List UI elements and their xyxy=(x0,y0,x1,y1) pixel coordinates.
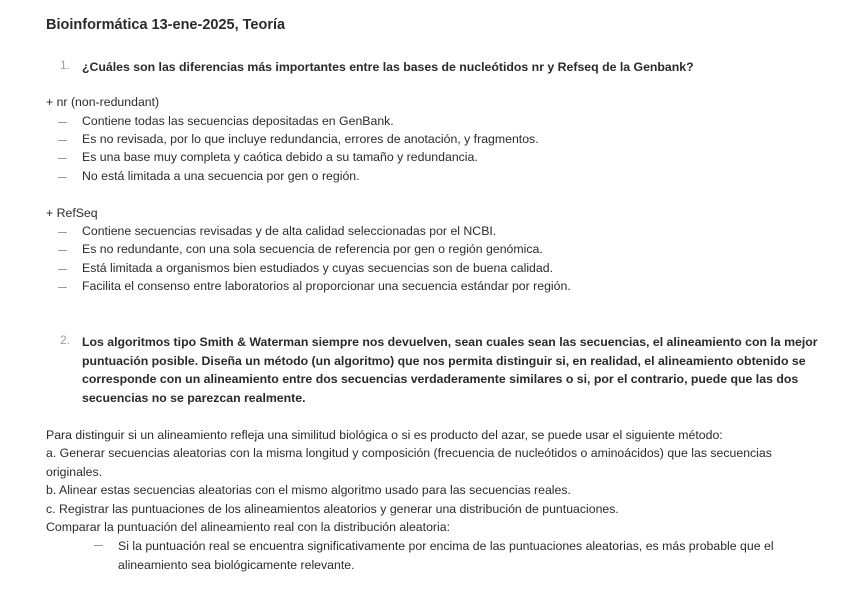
refseq-list-item-text: Es no redundante, con una sola secuencia de referencia por gen o región genómica. xyxy=(82,242,543,256)
answer-2-sub-item-text: Si la puntuación real se encuentra significativamente por encima de las puntuaciones aleatorias, es más probable que el alineamiento sea biológicamente relevante. xyxy=(118,539,774,572)
answer-2-step-b: b. Alinear estas secuencias aleatorias con el mismo algoritmo usado para las secuencias reales. xyxy=(46,483,571,497)
dash-bullet-icon xyxy=(58,140,67,141)
nr-list-item-text: Es no revisada, por lo que incluye redundancia, errores de anotación, y fragmentos. xyxy=(82,132,539,146)
refseq-heading: + RefSeq xyxy=(46,206,98,220)
refseq-list-item-text: Contiene secuencias revisadas y de alta calidad seleccionadas por el NCBI. xyxy=(82,224,497,238)
dash-bullet-icon xyxy=(58,232,67,233)
dash-bullet-icon xyxy=(94,545,103,546)
nr-list-item xyxy=(46,132,836,150)
nr-list-item-text: Contiene todas las secuencias depositadas en GenBank. xyxy=(82,114,394,128)
dash-bullet-icon xyxy=(58,250,67,251)
refseq-list-item xyxy=(46,242,836,260)
answer-2-intro: Para distinguir si un alineamiento refleja una similitud biológica o si es producto del azar, se puede usar el siguiente método: xyxy=(46,428,723,442)
dash-bullet-icon xyxy=(58,177,67,178)
dash-bullet-icon xyxy=(58,158,67,159)
nr-list-item xyxy=(46,114,836,132)
refseq-list-item xyxy=(46,224,836,242)
dash-bullet-icon xyxy=(58,122,67,123)
answer-2-step-a: a. Generar secuencias aleatorias con la misma longitud y composición (frecuencia de nucleótidos o aminoácidos) que las secuencias originales. xyxy=(46,446,772,479)
nr-list-item-text: Es una base muy completa y caótica debido a su tamaño y redundancia. xyxy=(82,150,478,164)
answer-2-compare: Comparar la puntuación del alineamiento real con la distribución aleatoria: xyxy=(46,520,450,534)
dash-bullet-icon xyxy=(58,287,67,288)
question-1-number: 1. xyxy=(60,58,71,72)
question-2-text: Los algoritmos tipo Smith & Waterman siempre nos devuelven, sean cuales sean las secuencias, el alineamiento con la mejor puntuación posible. Diseña un método (un algoritmo) que nos permita distinguir si, en realidad, el alineamiento obtenido se corresponde con un alineamiento entre dos secuencias verdaderamente similares o si, por el contrario, puede que las dos secuencias no se parezcan realmente. xyxy=(82,335,818,405)
document-title: Bioinformática 13-ene-2025, Teoría xyxy=(46,17,286,33)
refseq-list-item xyxy=(46,279,836,297)
refseq-list-item-text: Facilita el consenso entre laboratorios al proporcionar una secuencia estándar por región. xyxy=(82,279,571,293)
refseq-list-item-text: Está limitada a organismos bien estudiados y cuyas secuencias son de buena calidad. xyxy=(82,261,553,275)
answer-2-step-c: c. Registrar las puntuaciones de los alineamientos aleatorios y generar una distribución de puntuaciones. xyxy=(46,502,619,516)
dash-bullet-icon xyxy=(58,269,67,270)
nr-heading: + nr (non-redundant) xyxy=(46,95,160,109)
question-1-text: ¿Cuáles son las diferencias más importantes entre las bases de nucleótidos nr y Refseq de la Genbank? xyxy=(82,60,694,74)
nr-list-item xyxy=(46,169,836,187)
refseq-list-item xyxy=(46,261,836,279)
nr-list-item-text: No está limitada a una secuencia por gen o región. xyxy=(82,169,360,183)
question-2-number: 2. xyxy=(60,333,71,347)
nr-list-item xyxy=(46,150,836,168)
